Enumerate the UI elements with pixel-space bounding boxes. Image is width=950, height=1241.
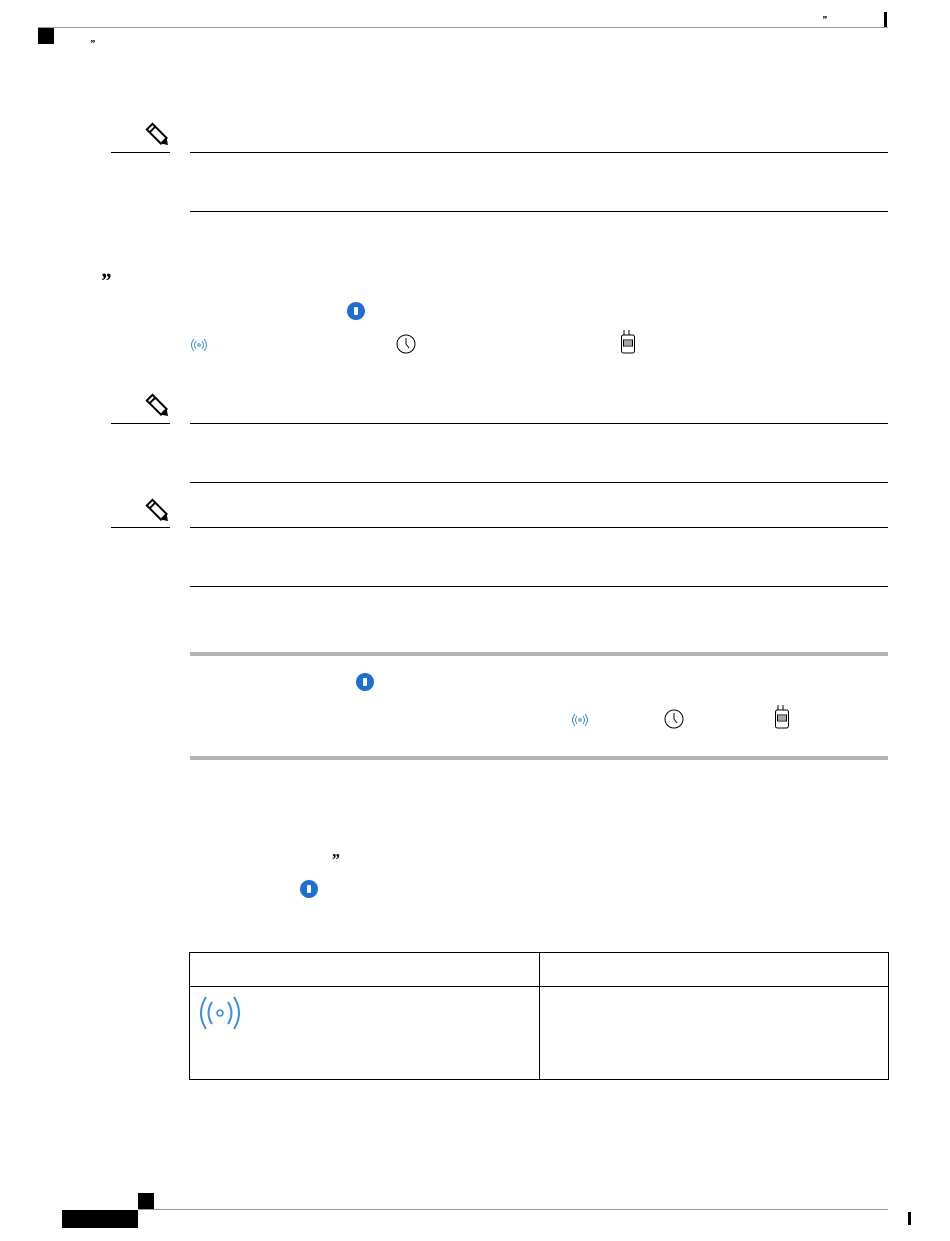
clock-icon <box>664 709 684 729</box>
footer-right-tick <box>908 1212 911 1225</box>
app-icon <box>300 880 318 898</box>
header-mark-left: ” <box>90 39 95 50</box>
note-rule-top <box>111 152 170 153</box>
note-rule-top-right <box>190 152 888 153</box>
table-cell <box>540 987 889 1080</box>
pencil-note-icon <box>138 389 174 419</box>
pencil-note-icon <box>138 494 174 524</box>
table-cell <box>190 987 540 1080</box>
footer-rule <box>138 1209 888 1210</box>
broadcast-signal-icon <box>570 712 590 728</box>
broadcast-signal-icon <box>189 337 209 353</box>
header-left-block <box>38 28 54 44</box>
icon-description-table <box>189 952 889 1080</box>
section-mark: ” <box>100 268 111 293</box>
table-row <box>190 987 889 1080</box>
table-header-row <box>190 953 889 987</box>
note-rule-top <box>111 527 170 528</box>
table-header-cell <box>190 953 540 987</box>
header-mark-right: ” <box>822 15 827 26</box>
note-rule-bottom <box>190 211 888 212</box>
note-rule-top-right <box>190 423 888 424</box>
procedure-rule-top <box>190 652 888 656</box>
app-icon <box>356 673 374 691</box>
header-right-tick <box>884 12 887 27</box>
footer-page-block <box>138 1193 154 1209</box>
note-rule-top <box>111 423 170 424</box>
app-icon <box>347 302 365 320</box>
note-rule-bottom <box>190 586 888 587</box>
footer-label-bar <box>62 1210 138 1228</box>
clock-icon <box>396 334 416 354</box>
table-header-cell <box>540 953 889 987</box>
header-rule <box>38 27 888 28</box>
walkie-talkie-icon <box>620 329 636 355</box>
broadcast-signal-icon <box>196 995 244 1031</box>
sub-mark: ” <box>331 850 340 869</box>
note-rule-top-right <box>190 527 888 528</box>
walkie-talkie-icon <box>774 704 790 730</box>
procedure-rule-bottom <box>190 756 888 760</box>
note-rule-bottom <box>190 482 888 483</box>
pencil-note-icon <box>138 118 174 148</box>
